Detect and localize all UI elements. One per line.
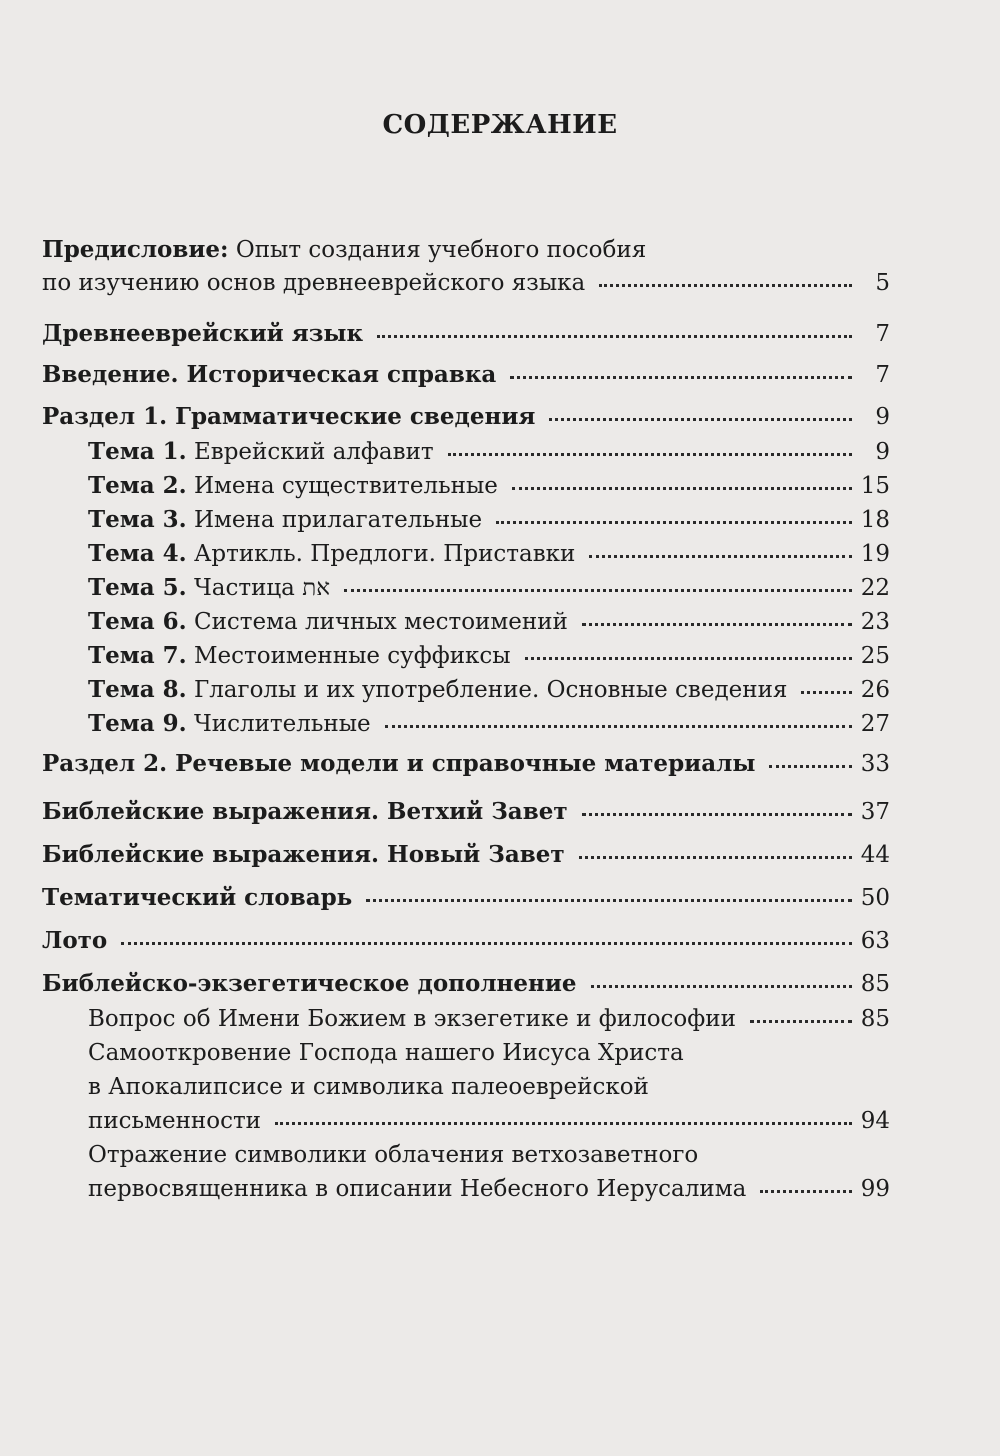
topic-number: Тема 5. bbox=[88, 574, 187, 601]
entry-label: Библейские выражения. Новый Завет bbox=[42, 841, 565, 868]
preface-text-line1: Опыт создания учебного пособия bbox=[228, 237, 647, 263]
dot-leader bbox=[582, 623, 852, 626]
dot-leader bbox=[377, 335, 852, 338]
entry-label: Раздел 2. Речевые модели и справочные материалы bbox=[42, 750, 756, 777]
toc-entry-old-testament[interactable] bbox=[42, 800, 890, 834]
entry-label: Тематический словарь bbox=[42, 884, 353, 911]
topic-number: Тема 8. bbox=[88, 676, 187, 703]
page-number: 9 bbox=[875, 404, 890, 430]
entry-label-line1: Отражение символики облачения ветхозаветного bbox=[88, 1142, 699, 1168]
toc-entry-topic-7[interactable] bbox=[88, 644, 890, 678]
toc-entry-intro[interactable] bbox=[42, 363, 890, 397]
page-number: 94 bbox=[860, 1108, 890, 1134]
dot-leader bbox=[121, 942, 852, 945]
topic-number: Тема 9. bbox=[88, 710, 187, 737]
preface-text-line2: по изучению основ древнееврейского языка bbox=[42, 270, 586, 296]
dot-leader bbox=[589, 555, 852, 558]
topic-title: Еврейский алфавит bbox=[186, 439, 434, 465]
topic-number: Тема 2. bbox=[88, 472, 187, 499]
topic-title: Местоименные суффиксы bbox=[186, 643, 511, 669]
page-number: 37 bbox=[860, 799, 890, 825]
page-number: 7 bbox=[875, 362, 890, 388]
topic-number: Тема 6. bbox=[88, 608, 187, 635]
entry-label-line2: в Апокалипсисе и символика палеоеврейской bbox=[88, 1074, 649, 1100]
page-number: 22 bbox=[860, 575, 890, 601]
entry-label: Библейско-экзегетическое дополнение bbox=[42, 970, 577, 997]
entry-label-line3: письменности bbox=[88, 1108, 262, 1134]
toc-entry-vestment[interactable] bbox=[88, 1144, 890, 1212]
entry-label: Раздел 1. Грамматические сведения bbox=[42, 403, 536, 430]
page-number: 85 bbox=[860, 1006, 890, 1032]
topic-number: Тема 3. bbox=[88, 506, 187, 533]
dot-leader bbox=[801, 691, 852, 694]
topic-number: Тема 7. bbox=[88, 642, 187, 669]
topic-title: Имена существительные bbox=[186, 473, 498, 499]
page-number: 27 bbox=[860, 711, 890, 737]
preface-bold: Предисловие: bbox=[42, 236, 229, 263]
topic-title: Глаголы и их употребление. Основные сведения bbox=[186, 677, 788, 703]
entry-label: Древнееврейский язык bbox=[42, 320, 364, 347]
page-number: 5 bbox=[875, 270, 890, 296]
page-number: 9 bbox=[875, 439, 890, 465]
page-number: 33 bbox=[860, 751, 890, 777]
dot-leader bbox=[510, 376, 852, 379]
entry-label: Вопрос об Имени Божием в экзегетике и философии bbox=[88, 1006, 736, 1032]
page-number: 63 bbox=[860, 928, 890, 954]
toc-entry-topic-8[interactable] bbox=[88, 678, 890, 712]
dot-leader bbox=[582, 813, 852, 816]
topic-title: Артикль. Предлоги. Приставки bbox=[186, 541, 576, 567]
toc-entry-section2[interactable] bbox=[42, 752, 890, 786]
dot-leader bbox=[769, 765, 852, 768]
dot-leader bbox=[599, 284, 852, 287]
dot-leader bbox=[750, 1020, 852, 1023]
topic-title: Имена прилагательные bbox=[186, 507, 483, 533]
page-title: СОДЕРЖАНИЕ bbox=[382, 110, 618, 140]
toc-entry-preface[interactable] bbox=[42, 238, 890, 306]
dot-leader bbox=[760, 1190, 852, 1193]
toc-entry-topic-5[interactable] bbox=[88, 576, 890, 610]
page-number: 25 bbox=[860, 643, 890, 669]
toc-entry-section1[interactable] bbox=[42, 405, 890, 439]
topic-number: Тема 1. bbox=[88, 438, 187, 465]
entry-label: Лото bbox=[42, 927, 108, 954]
toc-entry-revelation[interactable] bbox=[88, 1042, 890, 1144]
page-number: 23 bbox=[860, 609, 890, 635]
toc-entry-topic-2[interactable] bbox=[88, 474, 890, 508]
toc-entry-topic-1[interactable] bbox=[88, 440, 890, 474]
dot-leader bbox=[549, 418, 852, 421]
page-number: 85 bbox=[860, 971, 890, 997]
topic-number: Тема 4. bbox=[88, 540, 187, 567]
dot-leader bbox=[385, 725, 852, 728]
toc-entry-hebrew-language[interactable] bbox=[42, 322, 890, 356]
entry-label-line2: первосвященника в описании Небесного Иерусалима bbox=[88, 1176, 747, 1202]
topic-title: Система личных местоимений bbox=[186, 609, 568, 635]
page-number: 15 bbox=[860, 473, 890, 499]
page-number: 18 bbox=[860, 507, 890, 533]
dot-leader bbox=[525, 657, 852, 660]
toc-entry-name-of-god[interactable] bbox=[88, 1008, 890, 1042]
page-number: 26 bbox=[860, 677, 890, 703]
toc-entry-dictionary[interactable] bbox=[42, 886, 890, 920]
toc-entry-loto[interactable] bbox=[42, 929, 890, 963]
dot-leader bbox=[591, 985, 852, 988]
page-number: 7 bbox=[875, 321, 890, 347]
dot-leader bbox=[579, 856, 852, 859]
topic-title: Частица את bbox=[186, 575, 331, 601]
entry-label: Введение. Историческая справка bbox=[42, 361, 497, 388]
toc-entry-topic-9[interactable] bbox=[88, 712, 890, 746]
toc-entry-topic-3[interactable] bbox=[88, 508, 890, 542]
entry-label: Библейские выражения. Ветхий Завет bbox=[42, 798, 568, 825]
toc-entry-new-testament[interactable] bbox=[42, 843, 890, 877]
entry-label-line1: Самооткровение Господа нашего Иисуса Христа bbox=[88, 1040, 684, 1066]
dot-leader bbox=[275, 1122, 852, 1125]
dot-leader bbox=[344, 589, 852, 592]
page-number: 99 bbox=[860, 1176, 890, 1202]
dot-leader bbox=[512, 487, 852, 490]
page-number: 50 bbox=[860, 885, 890, 911]
dot-leader bbox=[366, 899, 852, 902]
topic-title: Числительные bbox=[186, 711, 371, 737]
dot-leader bbox=[448, 453, 852, 456]
toc-entry-topic-6[interactable] bbox=[88, 610, 890, 644]
toc-entry-supplement[interactable] bbox=[42, 972, 890, 1006]
toc-entry-topic-4[interactable] bbox=[88, 542, 890, 576]
page-number: 19 bbox=[860, 541, 890, 567]
dot-leader bbox=[496, 521, 852, 524]
page-number: 44 bbox=[860, 842, 890, 868]
